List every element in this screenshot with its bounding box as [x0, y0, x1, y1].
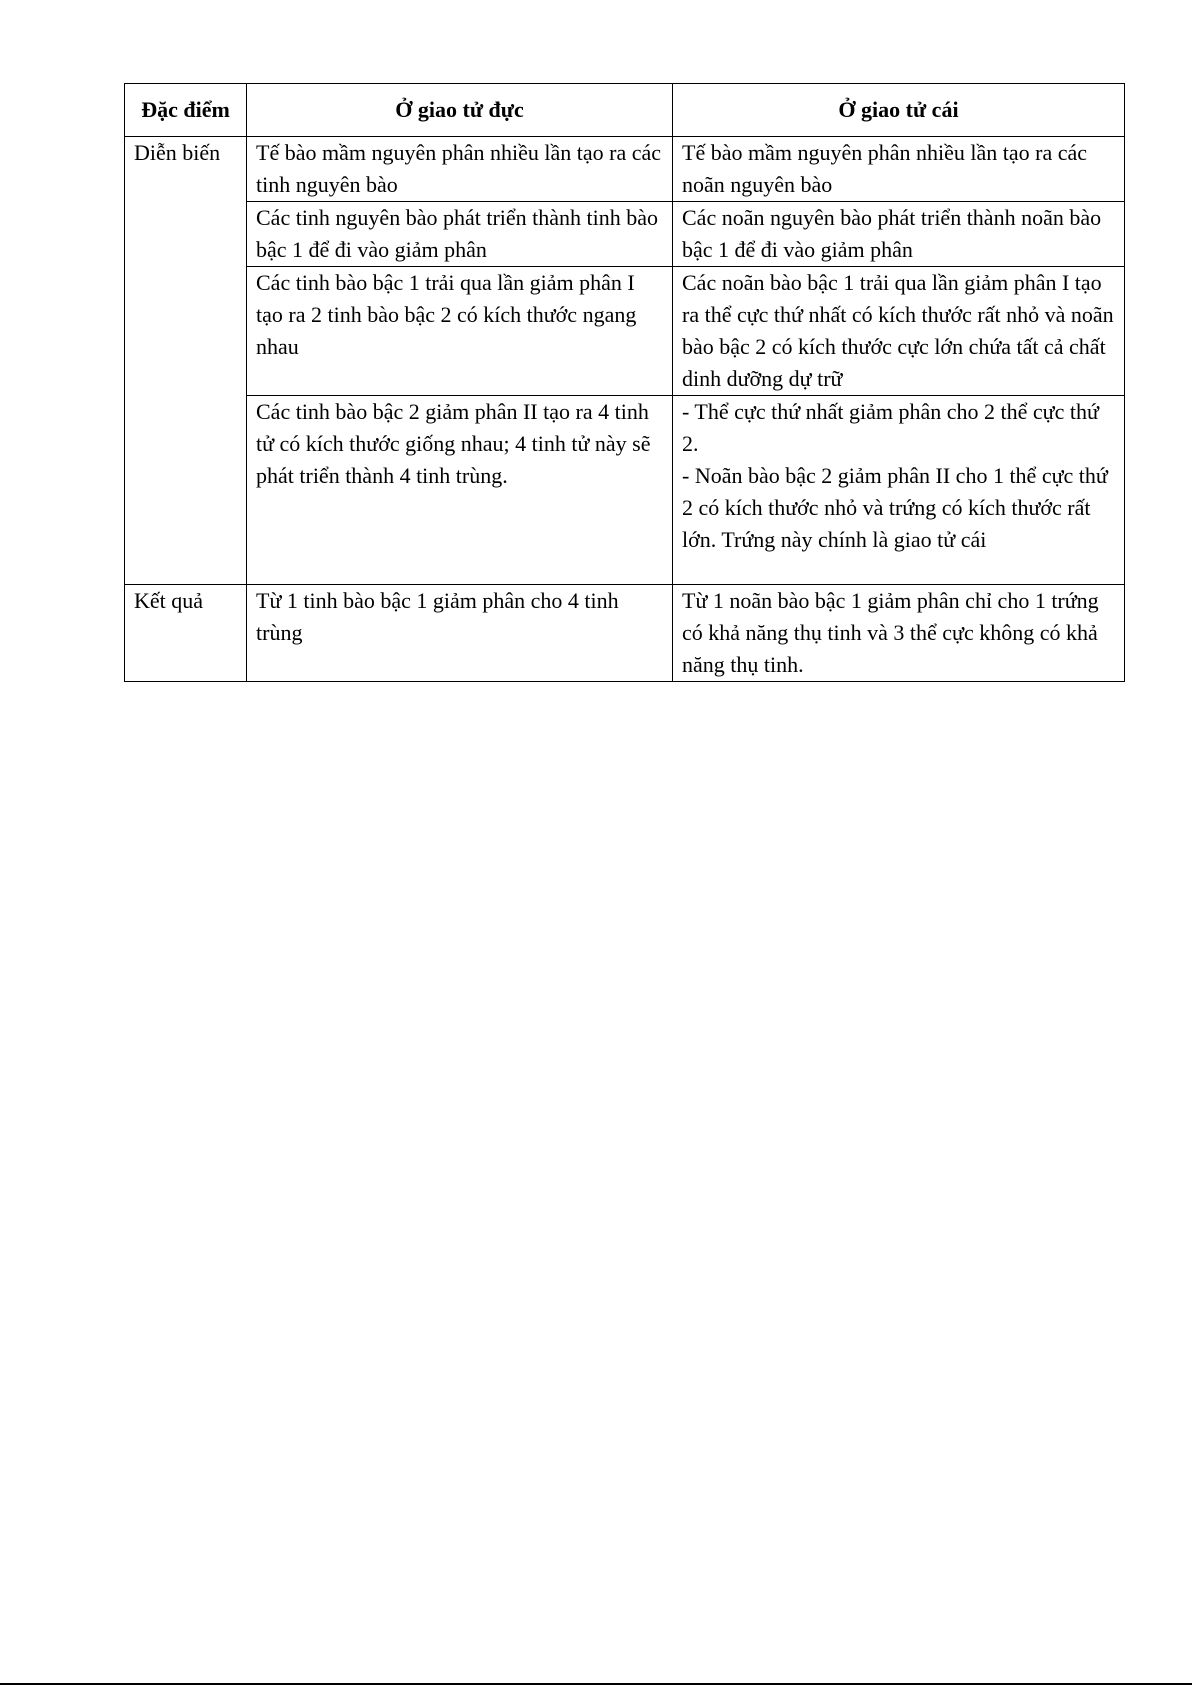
male-cell: Tế bào mầm nguyên phân nhiều lần tạo ra các tinh nguyên bào [247, 137, 673, 202]
table-row [125, 396, 1125, 585]
male-cell: Các tinh nguyên bào phát triển thành tinh bào bậc 1 để đi vào giảm phân [247, 202, 673, 267]
table-row [125, 585, 1125, 682]
male-cell: Các tinh bào bậc 2 giảm phân II tạo ra 4 tinh tử có kích thước giống nhau; 4 tinh tử này sẽ phát triển thành 4 tinh trùng. [247, 396, 673, 585]
female-cell: Tế bào mầm nguyên phân nhiều lần tạo ra các noãn nguyên bào [673, 137, 1125, 202]
row-group-label: Diễn biến [125, 137, 247, 585]
table-row [125, 202, 1125, 267]
header-female-gamete: Ở giao tử cái [673, 84, 1125, 137]
female-cell: Các noãn nguyên bào phát triển thành noãn bào bậc 1 để đi vào giảm phân [673, 202, 1125, 267]
male-cell: Từ 1 tinh bào bậc 1 giảm phân cho 4 tinh trùng [247, 585, 673, 682]
male-cell: Các tinh bào bậc 1 trải qua lần giảm phân I tạo ra 2 tinh bào bậc 2 có kích thước ngang nhau [247, 267, 673, 396]
table-row [125, 267, 1125, 396]
female-cell-line: - Thể cực thứ nhất giảm phân cho 2 thể cực thứ 2. [682, 399, 1099, 456]
result-label: Kết quả [125, 585, 247, 682]
female-cell-line: - Noãn bào bậc 2 giảm phân II cho 1 thể cực thứ 2 có kích thước nhỏ và trứng có kích thước rất lớn. Trứng này chính là giao tử cái [682, 463, 1108, 552]
table-row [125, 137, 1125, 202]
comparison-table [124, 83, 1125, 682]
female-cell: Các noãn bào bậc 1 trải qua lần giảm phân I tạo ra thể cực thứ nhất có kích thước rất nhỏ và noãn bào bậc 2 có kích thước cực lớn chứa tất cả chất dinh dưỡng dự trữ [673, 267, 1125, 396]
header-feature: Đặc điểm [125, 84, 247, 137]
female-cell [673, 396, 1125, 585]
header-male-gamete: Ở giao tử đực [247, 84, 673, 137]
table-header-row [125, 84, 1125, 137]
female-cell: Từ 1 noãn bào bậc 1 giảm phân chỉ cho 1 trứng có khả năng thụ tinh và 3 thể cực không có khả năng thụ tinh. [673, 585, 1125, 682]
